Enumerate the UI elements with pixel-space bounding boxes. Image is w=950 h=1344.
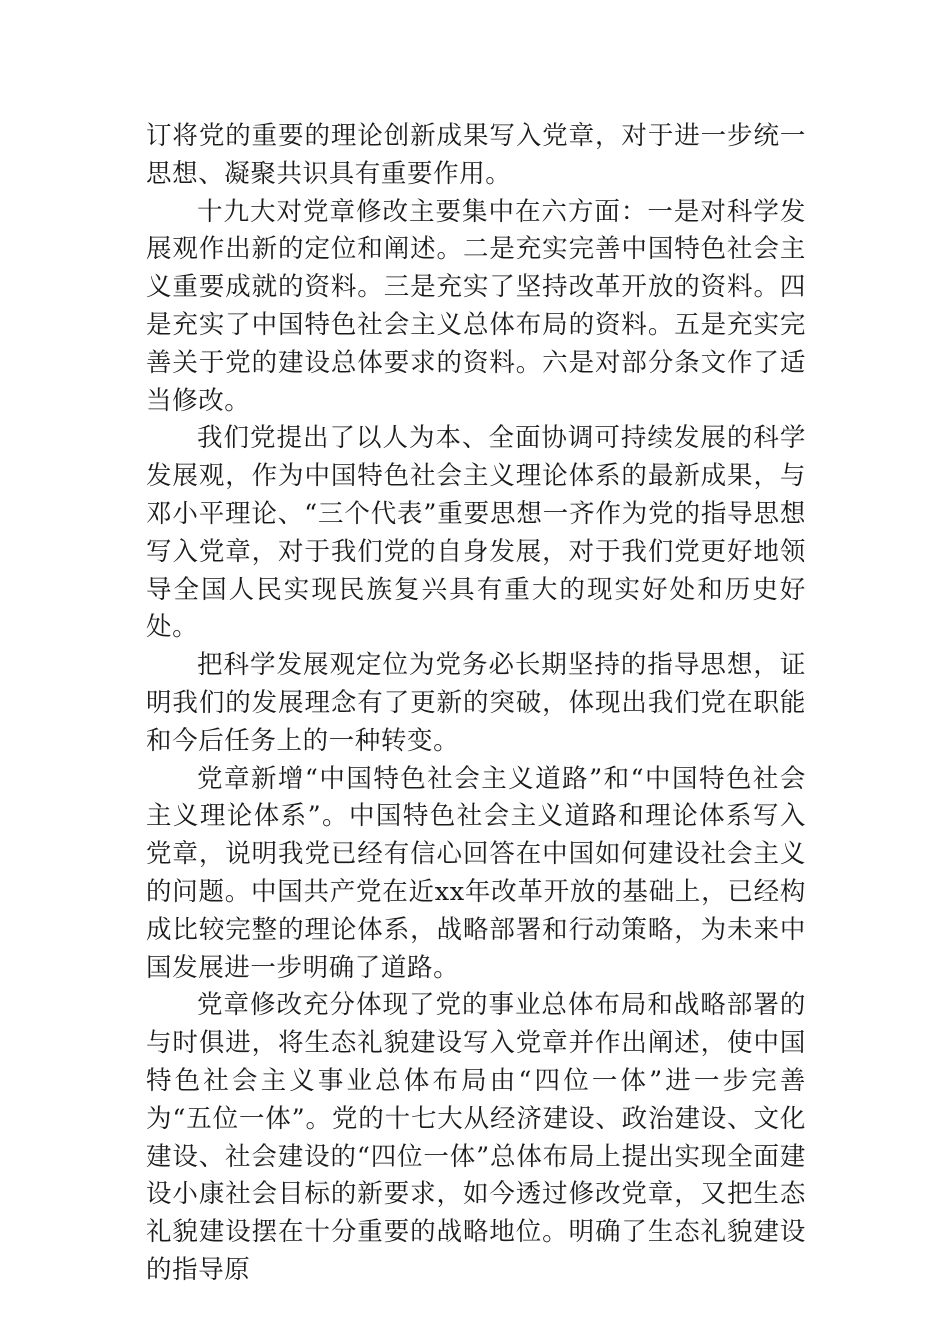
paragraph-3: 我们党提出了以人为本、全面协调可持续发展的科学发展观，作为中国特色社会主义理论体系的最新成果，与邓小平理论、“三个代表”重要思想一齐作为党的指导思想写入党章，对于我们党的自身发展，对于我们党更好地领导全国人民实现民族复兴具有重大的现实好处和历史好处。 — [146, 423, 806, 643]
paragraph-5: 党章新增“中国特色社会主义道路”和“中国特色社会主义理论体系”。中国特色社会主义道路和理论体系写入党章，说明我党已经有信心回答在中国如何建设社会主义的问题。中国共产党在近xx年改革开放的基础上，已经构成比较完整的理论体系，战略部署和行动策略，为未来中国发展进一步明确了道路。 — [146, 763, 806, 983]
document-body — [146, 118, 806, 1290]
paragraph-1: 订将党的重要的理论创新成果写入党章，对于进一步统一思想、凝聚共识具有重要作用。 — [146, 121, 806, 189]
paragraph-2: 十九大对党章修改主要集中在六方面：一是对科学发展观作出新的定位和阐述。二是充实完善中国特色社会主义重要成就的资料。三是充实了坚持改革开放的资料。四是充实了中国特色社会主义总体布局的资料。五是充实完善关于党的建设总体要求的资料。六是对部分条文作了适当修改。 — [146, 196, 806, 416]
paragraph-4: 把科学发展观定位为党务必长期坚持的指导思想，证明我们的发展理念有了更新的突破，体现出我们党在职能和今后任务上的一种转变。 — [146, 650, 806, 756]
paragraph-6: 党章修改充分体现了党的事业总体布局和战略部署的与时俱进，将生态礼貌建设写入党章并作出阐述，使中国特色社会主义事业总体布局由“四位一体”进一步完善为“五位一体”。党的十七大从经济建设、政治建设、文化建设、社会建设的“四位一体”总体布局上提出实现全面建设小康社会目标的新要求，如今透过修改党章，又把生态礼貌建设摆在十分重要的战略地位。明确了生态礼貌建设的指导原 — [146, 990, 806, 1285]
